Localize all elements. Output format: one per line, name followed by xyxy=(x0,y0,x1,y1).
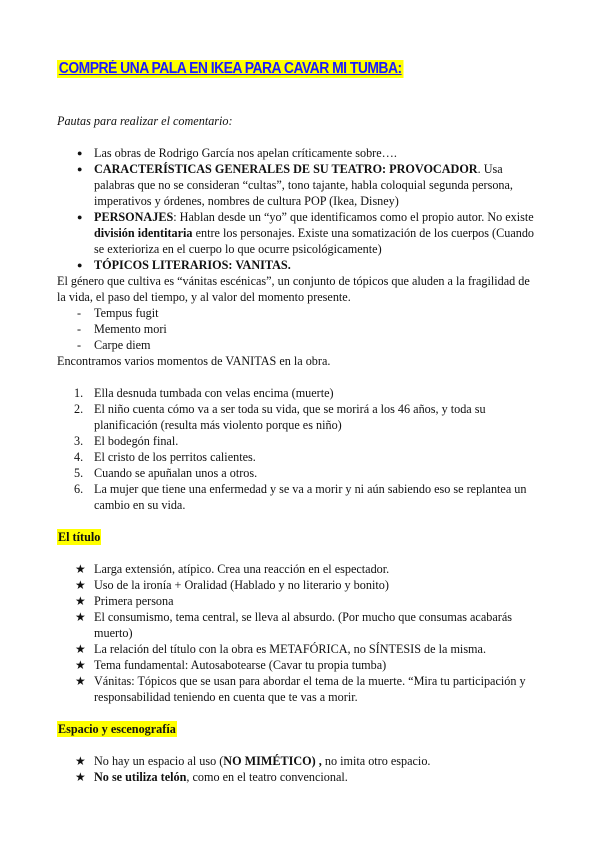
item-bold-text: NO MIMÉTICO) , xyxy=(223,754,322,768)
guidelines-list xyxy=(57,145,540,273)
item-text: No hay un espacio al uso ( xyxy=(94,754,224,768)
list-item xyxy=(57,449,540,465)
list-item: ★ Tema fundamental: Autosabotearse (Cavar tu propia tumba) xyxy=(57,657,540,673)
item-text: El niño cuenta cómo va a ser toda su vida, que se morirá a los 46 años, y toda su planificación (resulta más violento porque es niño) xyxy=(94,402,486,432)
list-item: ★ Vánitas: Tópicos que se usan para abordar el tema de la muerte. “Mira tu participación y responsabilidad teniendo en cuenta que te vas a morir. xyxy=(57,673,540,705)
item-text: La mujer que tiene una enfermedad y se va a morir y ni aún sabiendo eso se replantea un cambio en su vida. xyxy=(94,482,527,512)
bullet-text: : Hablan desde un “yo” que identificamos como el propio autor. No existe xyxy=(173,210,534,224)
list-item: ★ Primera persona xyxy=(57,593,540,609)
list-item xyxy=(57,433,540,449)
list-item: ★ Larga extensión, atípico. Crea una reacción en el espectador. xyxy=(57,561,540,577)
list-item xyxy=(57,161,540,209)
item-text: El bodegón final. xyxy=(94,434,179,448)
bullet-bold-text: CARACTERÍSTICAS GENERALES DE SU TEATRO: PROVOCADOR xyxy=(94,162,478,176)
item-number: 1. xyxy=(74,386,84,400)
list-item xyxy=(57,465,540,481)
list-item: ★ La relación del título con la obra es METAFÓRICA, no SÍNTESIS de la misma. xyxy=(57,641,540,657)
item-text: El cristo de los perritos calientes. xyxy=(94,450,256,464)
bullet-text: . Usa palabras que no se consideran “cultas”, tono tajante, habla coloquial segunda persona, imperativos y órdenes, nombres de cultura POP (Ikea, Disney) xyxy=(94,162,513,208)
list-item xyxy=(57,145,540,161)
list-item xyxy=(57,753,540,769)
list-item xyxy=(57,481,540,513)
espacio-list xyxy=(57,753,540,785)
item-text: Ella desnuda tumbada con velas encima (muerte) xyxy=(94,386,334,400)
item-number: 4. xyxy=(74,450,84,464)
bullet-bold-text: división identitaria xyxy=(94,226,193,240)
section-heading-espacio: Espacio y escenografía xyxy=(58,722,176,736)
titulo-list xyxy=(57,561,540,705)
list-item: ★ Uso de la ironía + Oralidad (Hablado y no literario y bonito) xyxy=(57,577,540,593)
list-item: - Memento mori xyxy=(57,321,540,337)
list-item: ★ El consumismo, tema central, se lleva al absurdo. (Por mucho que consumas acabarás muerto) xyxy=(57,609,540,641)
item-bold-text: No se utiliza telón xyxy=(94,770,187,784)
bullet-bold-text: PERSONAJES xyxy=(94,210,174,224)
bullet-text: entre los personajes. Existe una somatización de los cuerpos (Cuando se exterioriza en el cuerpo lo que ocurre psicológicamente) xyxy=(94,226,535,256)
item-number: 5. xyxy=(74,466,84,480)
item-number: 3. xyxy=(74,434,84,448)
bullet-bold-text: TÓPICOS LITERARIOS: VANITAS. xyxy=(94,258,291,272)
section-heading-titulo: El título xyxy=(58,530,101,544)
item-text: Cuando se apuñalan unos a otros. xyxy=(94,466,258,480)
item-text: , como en el teatro convencional. xyxy=(186,770,348,784)
vanitas-paragraph: El género que cultiva es “vánitas escénicas”, un conjunto de tópicos que aluden a la fragilidad de la vida, el paso del tiempo, y al valor del momento presente. xyxy=(57,274,530,304)
list-item xyxy=(57,257,540,273)
list-item xyxy=(57,209,540,257)
item-number: 2. xyxy=(74,402,84,416)
item-number: 6. xyxy=(74,482,84,496)
item-text: no imita otro espacio. xyxy=(321,754,431,768)
intro-text: Pautas para realizar el comentario: xyxy=(57,114,233,128)
moments-list xyxy=(57,385,540,513)
bullet-text: Las obras de Rodrigo García nos apelan críticamente sobre…. xyxy=(94,146,397,160)
list-item: - Carpe diem xyxy=(57,337,540,353)
moments-intro: Encontramos varios momentos de VANITAS en la obra. xyxy=(57,354,331,368)
document-title: COMPRÉ UNA PALA EN IKEA PARA CAVAR MI TUMBA: xyxy=(58,60,402,77)
vanitas-topics-list xyxy=(57,305,540,353)
list-item xyxy=(57,385,540,401)
list-item xyxy=(57,401,540,433)
list-item xyxy=(57,769,540,785)
list-item: - Tempus fugit xyxy=(57,305,540,321)
